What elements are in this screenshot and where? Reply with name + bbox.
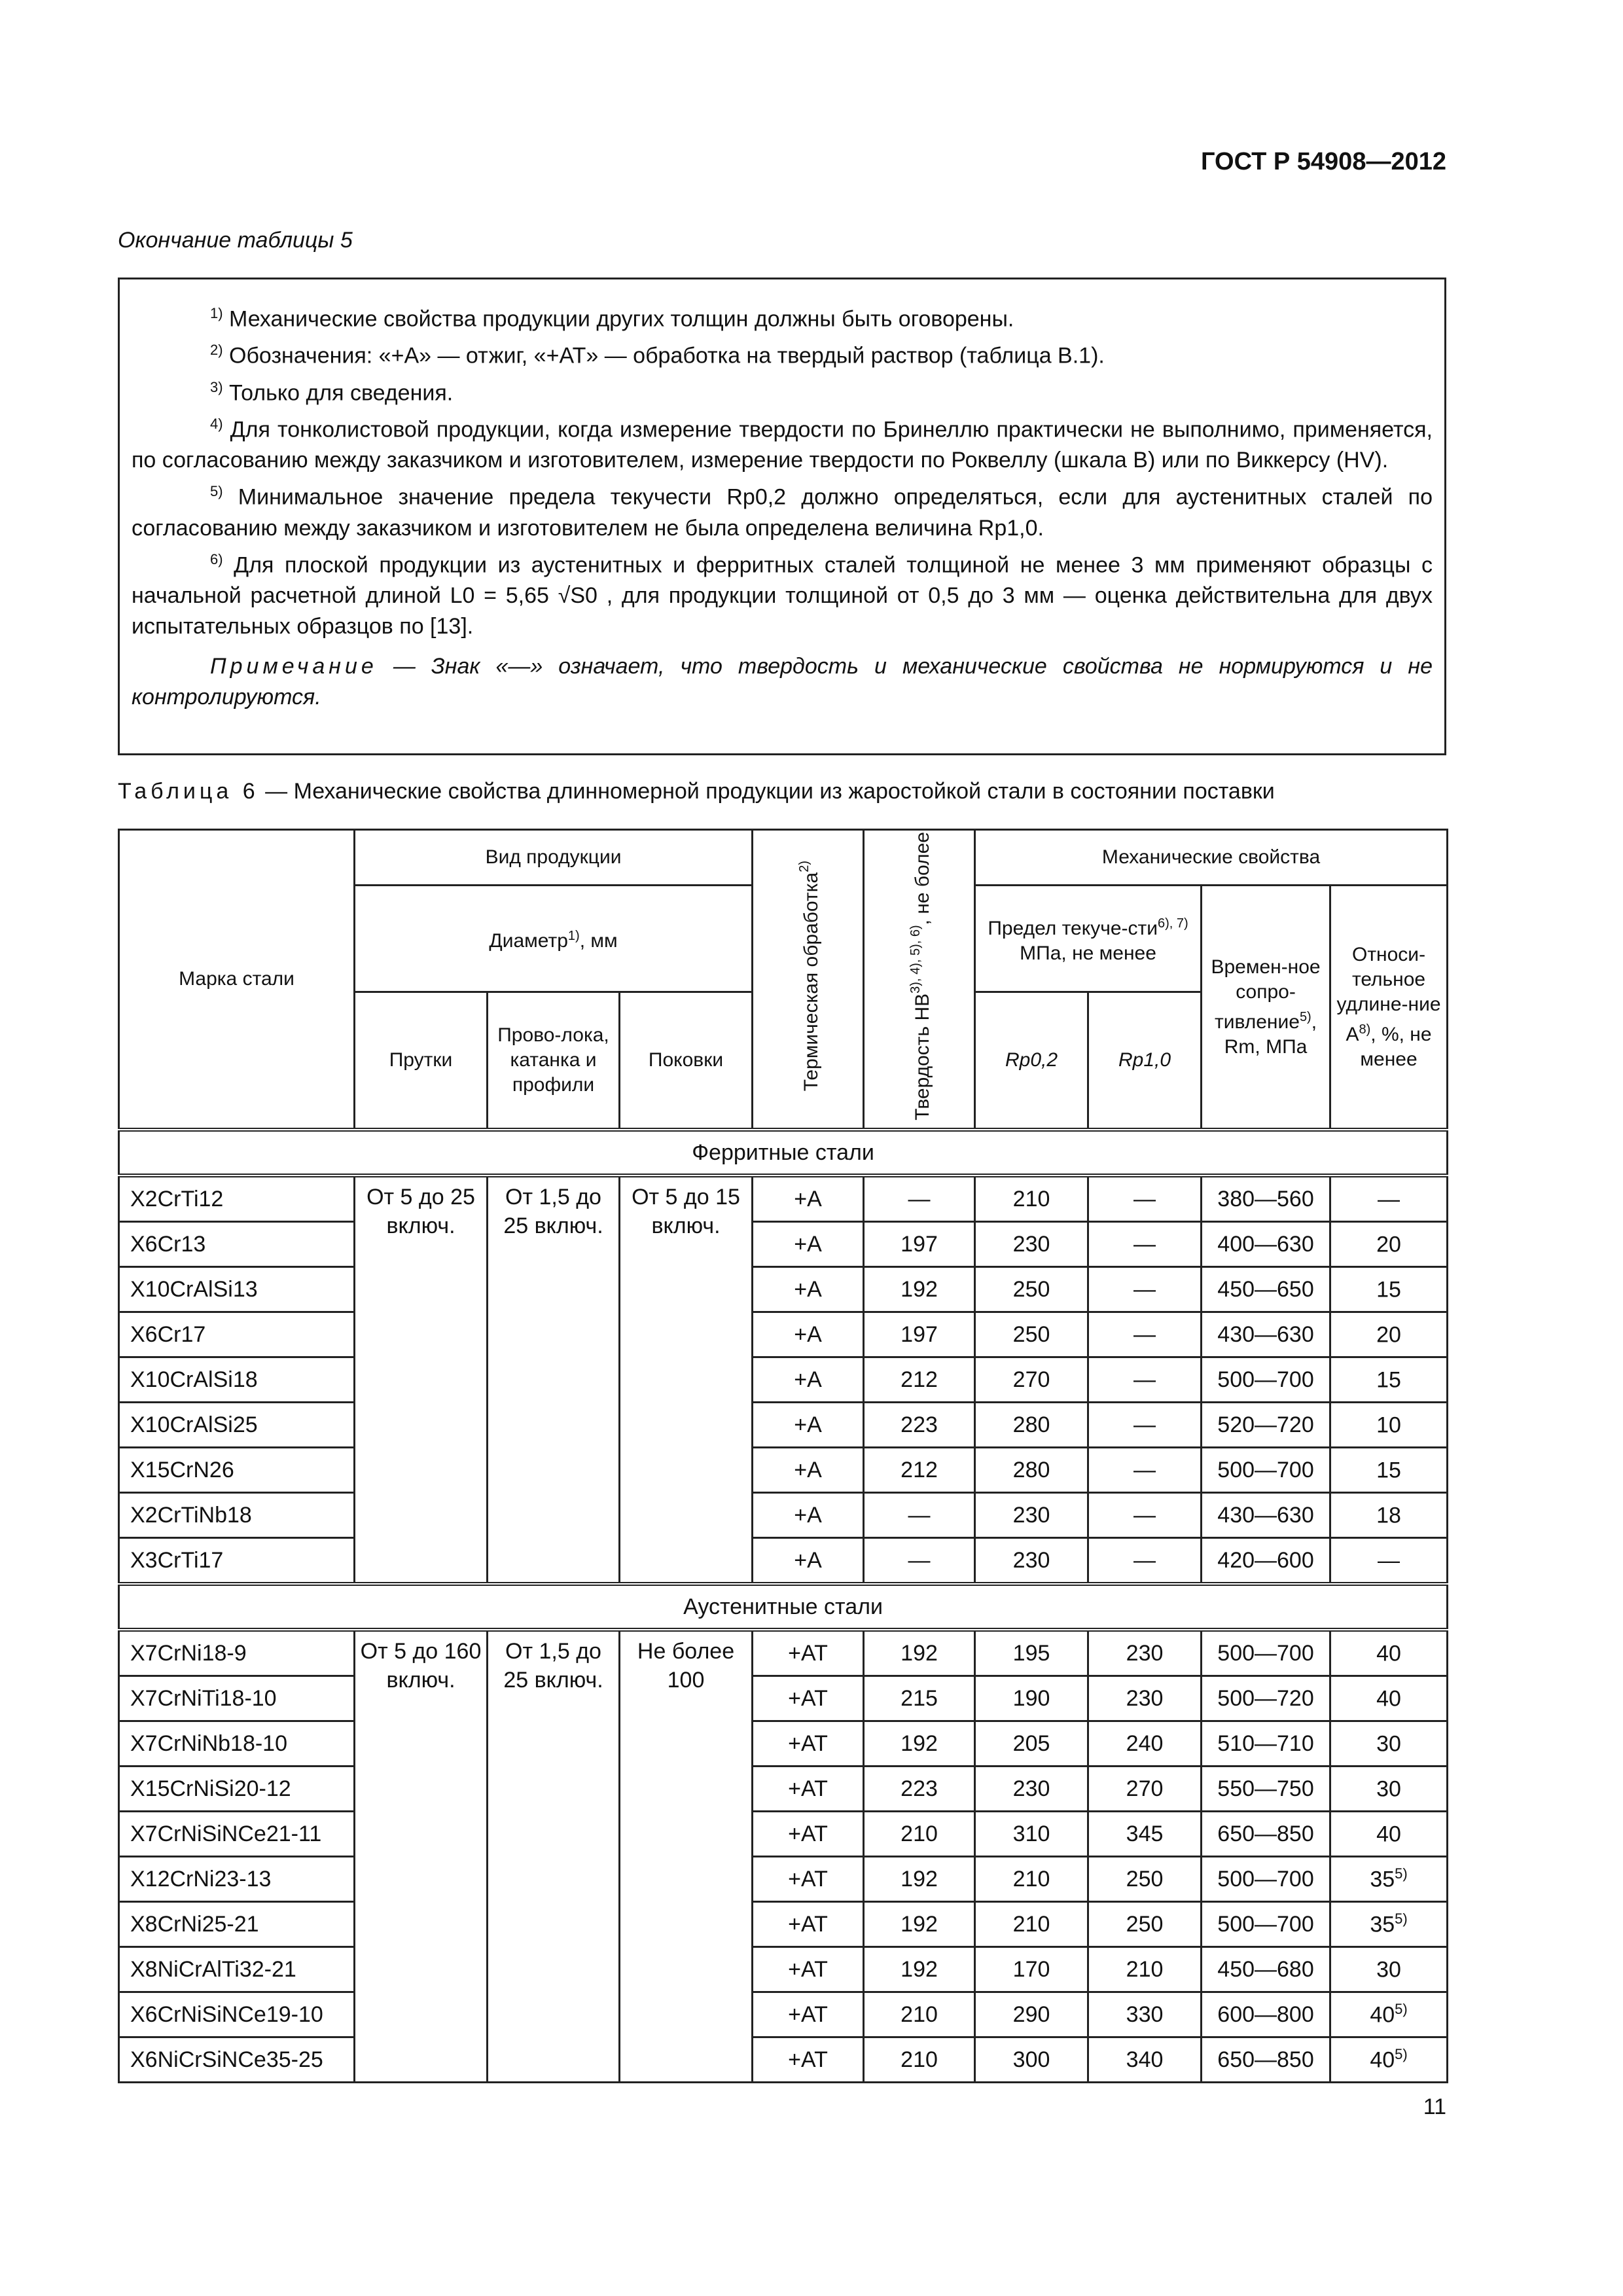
cell-rp10: 230 xyxy=(1088,1630,1202,1676)
cell-tensile: 450—650 xyxy=(1202,1267,1330,1312)
cell-hardness: 192 xyxy=(864,1857,975,1902)
cell-elongation: 30 xyxy=(1330,1767,1448,1812)
table-row xyxy=(119,1403,1448,1448)
cell-rp10: 250 xyxy=(1088,1857,1202,1902)
cell-grade: X7CrNi18-9 xyxy=(119,1630,355,1676)
cell-heat-treatment: +AT xyxy=(753,2037,864,2083)
cell-elongation: 10 xyxy=(1330,1403,1448,1448)
cell-rp02: 310 xyxy=(975,1812,1088,1857)
table-row xyxy=(119,1630,1448,1676)
cell-rp10: — xyxy=(1088,1538,1202,1585)
cell-elongation: 30 xyxy=(1330,1721,1448,1767)
cell-tensile: 510—710 xyxy=(1202,1721,1330,1767)
header-product-type: Вид продукции xyxy=(355,830,753,886)
cell-rp10: — xyxy=(1088,1222,1202,1267)
cell-grade: X7CrNiNb18-10 xyxy=(119,1721,355,1767)
cell-heat-treatment: +A xyxy=(753,1538,864,1585)
cell-heat-treatment: +AT xyxy=(753,1721,864,1767)
table-row xyxy=(119,1857,1448,1902)
cell-rp02: 195 xyxy=(975,1630,1088,1676)
cell-tensile: 500—700 xyxy=(1202,1630,1330,1676)
header-heat-treatment: Термическая обработка$^{2)}$ xyxy=(753,830,864,1130)
cell-rp02: 230 xyxy=(975,1538,1088,1585)
cell-tensile: 430—630 xyxy=(1202,1312,1330,1357)
table6-header xyxy=(119,830,1448,1130)
cell-tensile: 650—850 xyxy=(1202,2037,1330,2083)
table-row xyxy=(119,1947,1448,1992)
cell-hardness: 210 xyxy=(864,1992,975,2037)
table-row xyxy=(119,1357,1448,1403)
cell-hardness: 192 xyxy=(864,1721,975,1767)
table-row xyxy=(119,1222,1448,1267)
cell-rp02: 280 xyxy=(975,1448,1088,1493)
cell-grade: X8CrNi25-21 xyxy=(119,1902,355,1947)
cell-heat-treatment: +AT xyxy=(753,1630,864,1676)
section-row xyxy=(119,1130,1448,1175)
cell-elongation: 40 xyxy=(1330,1812,1448,1857)
cell-hardness: 192 xyxy=(864,1947,975,1992)
cell-rp10: — xyxy=(1088,1312,1202,1357)
header-diameter: Диаметр$^{1)}$, мм xyxy=(355,886,753,992)
cell-rp10: 230 xyxy=(1088,1676,1202,1721)
cell-rp10: — xyxy=(1088,1267,1202,1312)
cell-grade: X10CrAlSi25 xyxy=(119,1403,355,1448)
cell-grade: X7CrNiTi18-10 xyxy=(119,1676,355,1721)
header-tensile-strength: Времен-ное сопро-тивление$^{5)}$, Rm, МПа xyxy=(1202,886,1330,1130)
cell-rp02: 250 xyxy=(975,1267,1088,1312)
cell-rp10: — xyxy=(1088,1175,1202,1222)
cell-grade: X2CrTiNb18 xyxy=(119,1493,355,1538)
cell-wire: От 1,5 до 25 включ. xyxy=(488,1630,620,2083)
header-mechanical-properties: Механические свойства xyxy=(975,830,1448,886)
table6 xyxy=(118,829,1448,2083)
table-row xyxy=(119,1448,1448,1493)
cell-heat-treatment: +AT xyxy=(753,1992,864,2037)
cell-elongation: 35$^{5)}$ xyxy=(1330,1902,1448,1947)
header-bars: Прутки xyxy=(355,992,488,1130)
cell-grade: X12CrNi23-13 xyxy=(119,1857,355,1902)
cell-grade: X15CrN26 xyxy=(119,1448,355,1493)
cell-rp02: 210 xyxy=(975,1175,1088,1222)
cell-tensile: 520—720 xyxy=(1202,1403,1330,1448)
cell-rp10: — xyxy=(1088,1448,1202,1493)
note-final xyxy=(132,651,1433,713)
cell-heat-treatment: +AT xyxy=(753,1767,864,1812)
cell-tensile: 500—720 xyxy=(1202,1676,1330,1721)
page-number: 11 xyxy=(1423,2094,1446,2119)
cell-elongation: 20 xyxy=(1330,1222,1448,1267)
header-hardness: Твердость $HB^{3), 4), 5), 6)}$, не более xyxy=(864,830,975,1130)
cell-rp10: — xyxy=(1088,1493,1202,1538)
cell-heat-treatment: +A xyxy=(753,1222,864,1267)
footnote: $^{5)}$ Минимальное значение предела текучести Rp0,2 должно определяться, если для аустенитных сталей по согласованию между заказчиком и изготовителем не была определена величина Rp1,0. xyxy=(132,483,1433,541)
cell-rp02: 280 xyxy=(975,1403,1088,1448)
cell-heat-treatment: +AT xyxy=(753,1812,864,1857)
table6-title: — Механические свойства длинномерной продукции из жаростойкой стали в состоянии поставки xyxy=(259,779,1275,804)
cell-grade: X3CrTi17 xyxy=(119,1538,355,1585)
cell-grade: X8NiCrAlTi32-21 xyxy=(119,1947,355,1992)
cell-forgings: От 5 до 15 включ. xyxy=(620,1175,753,1584)
cell-tensile: 600—800 xyxy=(1202,1992,1330,2037)
header-forgings: Поковки xyxy=(620,992,753,1130)
cell-tensile: 430—630 xyxy=(1202,1493,1330,1538)
cell-rp02: 250 xyxy=(975,1312,1088,1357)
table-row xyxy=(119,1721,1448,1767)
table-row xyxy=(119,1767,1448,1812)
footnote: $^{4)}$ Для тонколистовой продукции, когда измерение твердости по Бринеллю практически не выполнимо, применяется, по согласованию между заказчиком и изготовителем, измерение твердости по Роквеллу (шкала В) или по Виккерсу (HV). xyxy=(132,415,1433,473)
cell-hardness: — xyxy=(864,1538,975,1585)
cell-heat-treatment: +A xyxy=(753,1448,864,1493)
cell-hardness: 210 xyxy=(864,2037,975,2083)
table6-body xyxy=(119,1130,1448,2083)
cell-tensile: 650—850 xyxy=(1202,1812,1330,1857)
section-title: Ферритные стали xyxy=(119,1130,1448,1175)
cell-heat-treatment: +A xyxy=(753,1357,864,1403)
cell-grade: X15CrNiSi20-12 xyxy=(119,1767,355,1812)
table6-label: Таблица 6 xyxy=(118,779,259,804)
cell-hardness: — xyxy=(864,1175,975,1222)
cell-elongation: 18 xyxy=(1330,1493,1448,1538)
table-row xyxy=(119,1902,1448,1947)
header-wire: Прово-лока, катанка и профили xyxy=(488,992,620,1130)
cell-tensile: 550—750 xyxy=(1202,1767,1330,1812)
cell-tensile: 500—700 xyxy=(1202,1357,1330,1403)
section-row xyxy=(119,1584,1448,1630)
document-code: ГОСТ Р 54908—2012 xyxy=(1201,148,1446,175)
footnote: $^{1)}$ Механические свойства продукции других толщин должны быть оговорены. xyxy=(210,305,1014,332)
header-rp02: Rp0,2 xyxy=(975,992,1088,1130)
cell-grade: X2CrTi12 xyxy=(119,1175,355,1222)
cell-grade: X10CrAlSi13 xyxy=(119,1267,355,1312)
cell-rp02: 290 xyxy=(975,1992,1088,2037)
cell-wire: От 1,5 до 25 включ. xyxy=(488,1175,620,1584)
table-row xyxy=(119,1812,1448,1857)
footnote: $^{3)}$ Только для сведения. xyxy=(210,378,454,405)
cell-rp10: — xyxy=(1088,1357,1202,1403)
cell-rp02: 230 xyxy=(975,1493,1088,1538)
header-yield-strength: Предел текуче-сти$^{6), 7)}$ МПа, не менее xyxy=(975,886,1202,992)
cell-hardness: 223 xyxy=(864,1403,975,1448)
cell-grade: X6Cr13 xyxy=(119,1222,355,1267)
cell-hardness: 212 xyxy=(864,1357,975,1403)
cell-rp02: 210 xyxy=(975,1902,1088,1947)
cell-elongation: — xyxy=(1330,1175,1448,1222)
cell-tensile: 420—600 xyxy=(1202,1538,1330,1585)
cell-hardness: 212 xyxy=(864,1448,975,1493)
cell-heat-treatment: +A xyxy=(753,1312,864,1357)
note-text: — Знак «—» означает, что твердость и механические свойства не нормируются и не контролируются. xyxy=(132,653,1433,709)
cell-heat-treatment: +A xyxy=(753,1175,864,1222)
cell-rp02: 190 xyxy=(975,1676,1088,1721)
cell-hardness: 223 xyxy=(864,1767,975,1812)
table-row xyxy=(119,1267,1448,1312)
cell-grade: X6CrNiSiNCe19-10 xyxy=(119,1992,355,2037)
header-grade: Марка стали xyxy=(119,830,355,1130)
cell-hardness: — xyxy=(864,1493,975,1538)
cell-rp10: 270 xyxy=(1088,1767,1202,1812)
cell-rp02: 300 xyxy=(975,2037,1088,2083)
cell-grade: X7CrNiSiNCe21-11 xyxy=(119,1812,355,1857)
cell-rp02: 270 xyxy=(975,1357,1088,1403)
table-row xyxy=(119,1175,1448,1222)
cell-elongation: 20 xyxy=(1330,1312,1448,1357)
cell-elongation: — xyxy=(1330,1538,1448,1585)
cell-rp10: 240 xyxy=(1088,1721,1202,1767)
header-elongation: Относи-тельное удлине-ние $А^{8)}$, %, не менее xyxy=(1330,886,1448,1130)
cell-rp10: 340 xyxy=(1088,2037,1202,2083)
cell-elongation: 30 xyxy=(1330,1947,1448,1992)
cell-grade: X6Cr17 xyxy=(119,1312,355,1357)
cell-tensile: 500—700 xyxy=(1202,1902,1330,1947)
table6-container xyxy=(118,829,1446,2083)
cell-rp10: 210 xyxy=(1088,1947,1202,1992)
table-row xyxy=(119,1676,1448,1721)
header-rp10: Rp1,0 xyxy=(1088,992,1202,1130)
cell-grade: X6NiCrSiNCe35-25 xyxy=(119,2037,355,2083)
cell-heat-treatment: +A xyxy=(753,1493,864,1538)
footnote: $^{6)}$ Для плоской продукции из аустенитных и ферритных сталей толщиной не менее 3 мм применяют образцы с начальной расчетной длиной L0 = 5,65 √S0 , для продукции толщиной от 0,5 до 3 мм — оценка действительна для двух испытательных образцов по [13]. xyxy=(132,550,1433,639)
cell-tensile: 400—630 xyxy=(1202,1222,1330,1267)
table-row xyxy=(119,1312,1448,1357)
cell-elongation: 40 xyxy=(1330,1676,1448,1721)
table5-notes-box xyxy=(118,278,1446,755)
table-row xyxy=(119,2037,1448,2083)
cell-rp10: 330 xyxy=(1088,1992,1202,2037)
cell-heat-treatment: +A xyxy=(753,1403,864,1448)
cell-heat-treatment: +AT xyxy=(753,1902,864,1947)
cell-heat-treatment: +A xyxy=(753,1267,864,1312)
table6-caption xyxy=(118,779,1466,804)
table5-continuation-caption: Окончание таблицы 5 xyxy=(118,228,353,253)
cell-forgings: Не более 100 xyxy=(620,1630,753,2083)
cell-elongation: 15 xyxy=(1330,1357,1448,1403)
cell-tensile: 450—680 xyxy=(1202,1947,1330,1992)
cell-rp02: 230 xyxy=(975,1767,1088,1812)
cell-elongation: 40 xyxy=(1330,1630,1448,1676)
table-row xyxy=(119,1992,1448,2037)
cell-hardness: 192 xyxy=(864,1630,975,1676)
cell-tensile: 500—700 xyxy=(1202,1448,1330,1493)
table-row xyxy=(119,1538,1448,1585)
cell-tensile: 500—700 xyxy=(1202,1857,1330,1902)
cell-hardness: 215 xyxy=(864,1676,975,1721)
cell-heat-treatment: +AT xyxy=(753,1676,864,1721)
cell-rp02: 230 xyxy=(975,1222,1088,1267)
cell-elongation: 35$^{5)}$ xyxy=(1330,1857,1448,1902)
cell-hardness: 197 xyxy=(864,1222,975,1267)
cell-rp02: 210 xyxy=(975,1857,1088,1902)
cell-elongation: 40$^{5)}$ xyxy=(1330,2037,1448,2083)
cell-rp10: — xyxy=(1088,1403,1202,1448)
cell-heat-treatment: +AT xyxy=(753,1857,864,1902)
footnote: $^{2)}$ Обозначения: «+A» — отжиг, «+AT» — обработка на твердый раствор (таблица В.1). xyxy=(210,342,1105,368)
section-title: Аустенитные стали xyxy=(119,1584,1448,1630)
cell-elongation: 15 xyxy=(1330,1448,1448,1493)
footnotes-list xyxy=(132,298,1433,642)
cell-rp02: 170 xyxy=(975,1947,1088,1992)
cell-grade: X10CrAlSi18 xyxy=(119,1357,355,1403)
cell-hardness: 197 xyxy=(864,1312,975,1357)
cell-elongation: 40$^{5)}$ xyxy=(1330,1992,1448,2037)
cell-hardness: 192 xyxy=(864,1902,975,1947)
cell-hardness: 192 xyxy=(864,1267,975,1312)
table-row xyxy=(119,1493,1448,1538)
cell-hardness: 210 xyxy=(864,1812,975,1857)
cell-bars: От 5 до 160 включ. xyxy=(355,1630,488,2083)
cell-bars: От 5 до 25 включ. xyxy=(355,1175,488,1584)
cell-rp10: 345 xyxy=(1088,1812,1202,1857)
cell-rp10: 250 xyxy=(1088,1902,1202,1947)
cell-elongation: 15 xyxy=(1330,1267,1448,1312)
cell-rp02: 205 xyxy=(975,1721,1088,1767)
cell-heat-treatment: +AT xyxy=(753,1947,864,1992)
cell-tensile: 380—560 xyxy=(1202,1175,1330,1222)
note-label: Примечание xyxy=(210,653,378,679)
